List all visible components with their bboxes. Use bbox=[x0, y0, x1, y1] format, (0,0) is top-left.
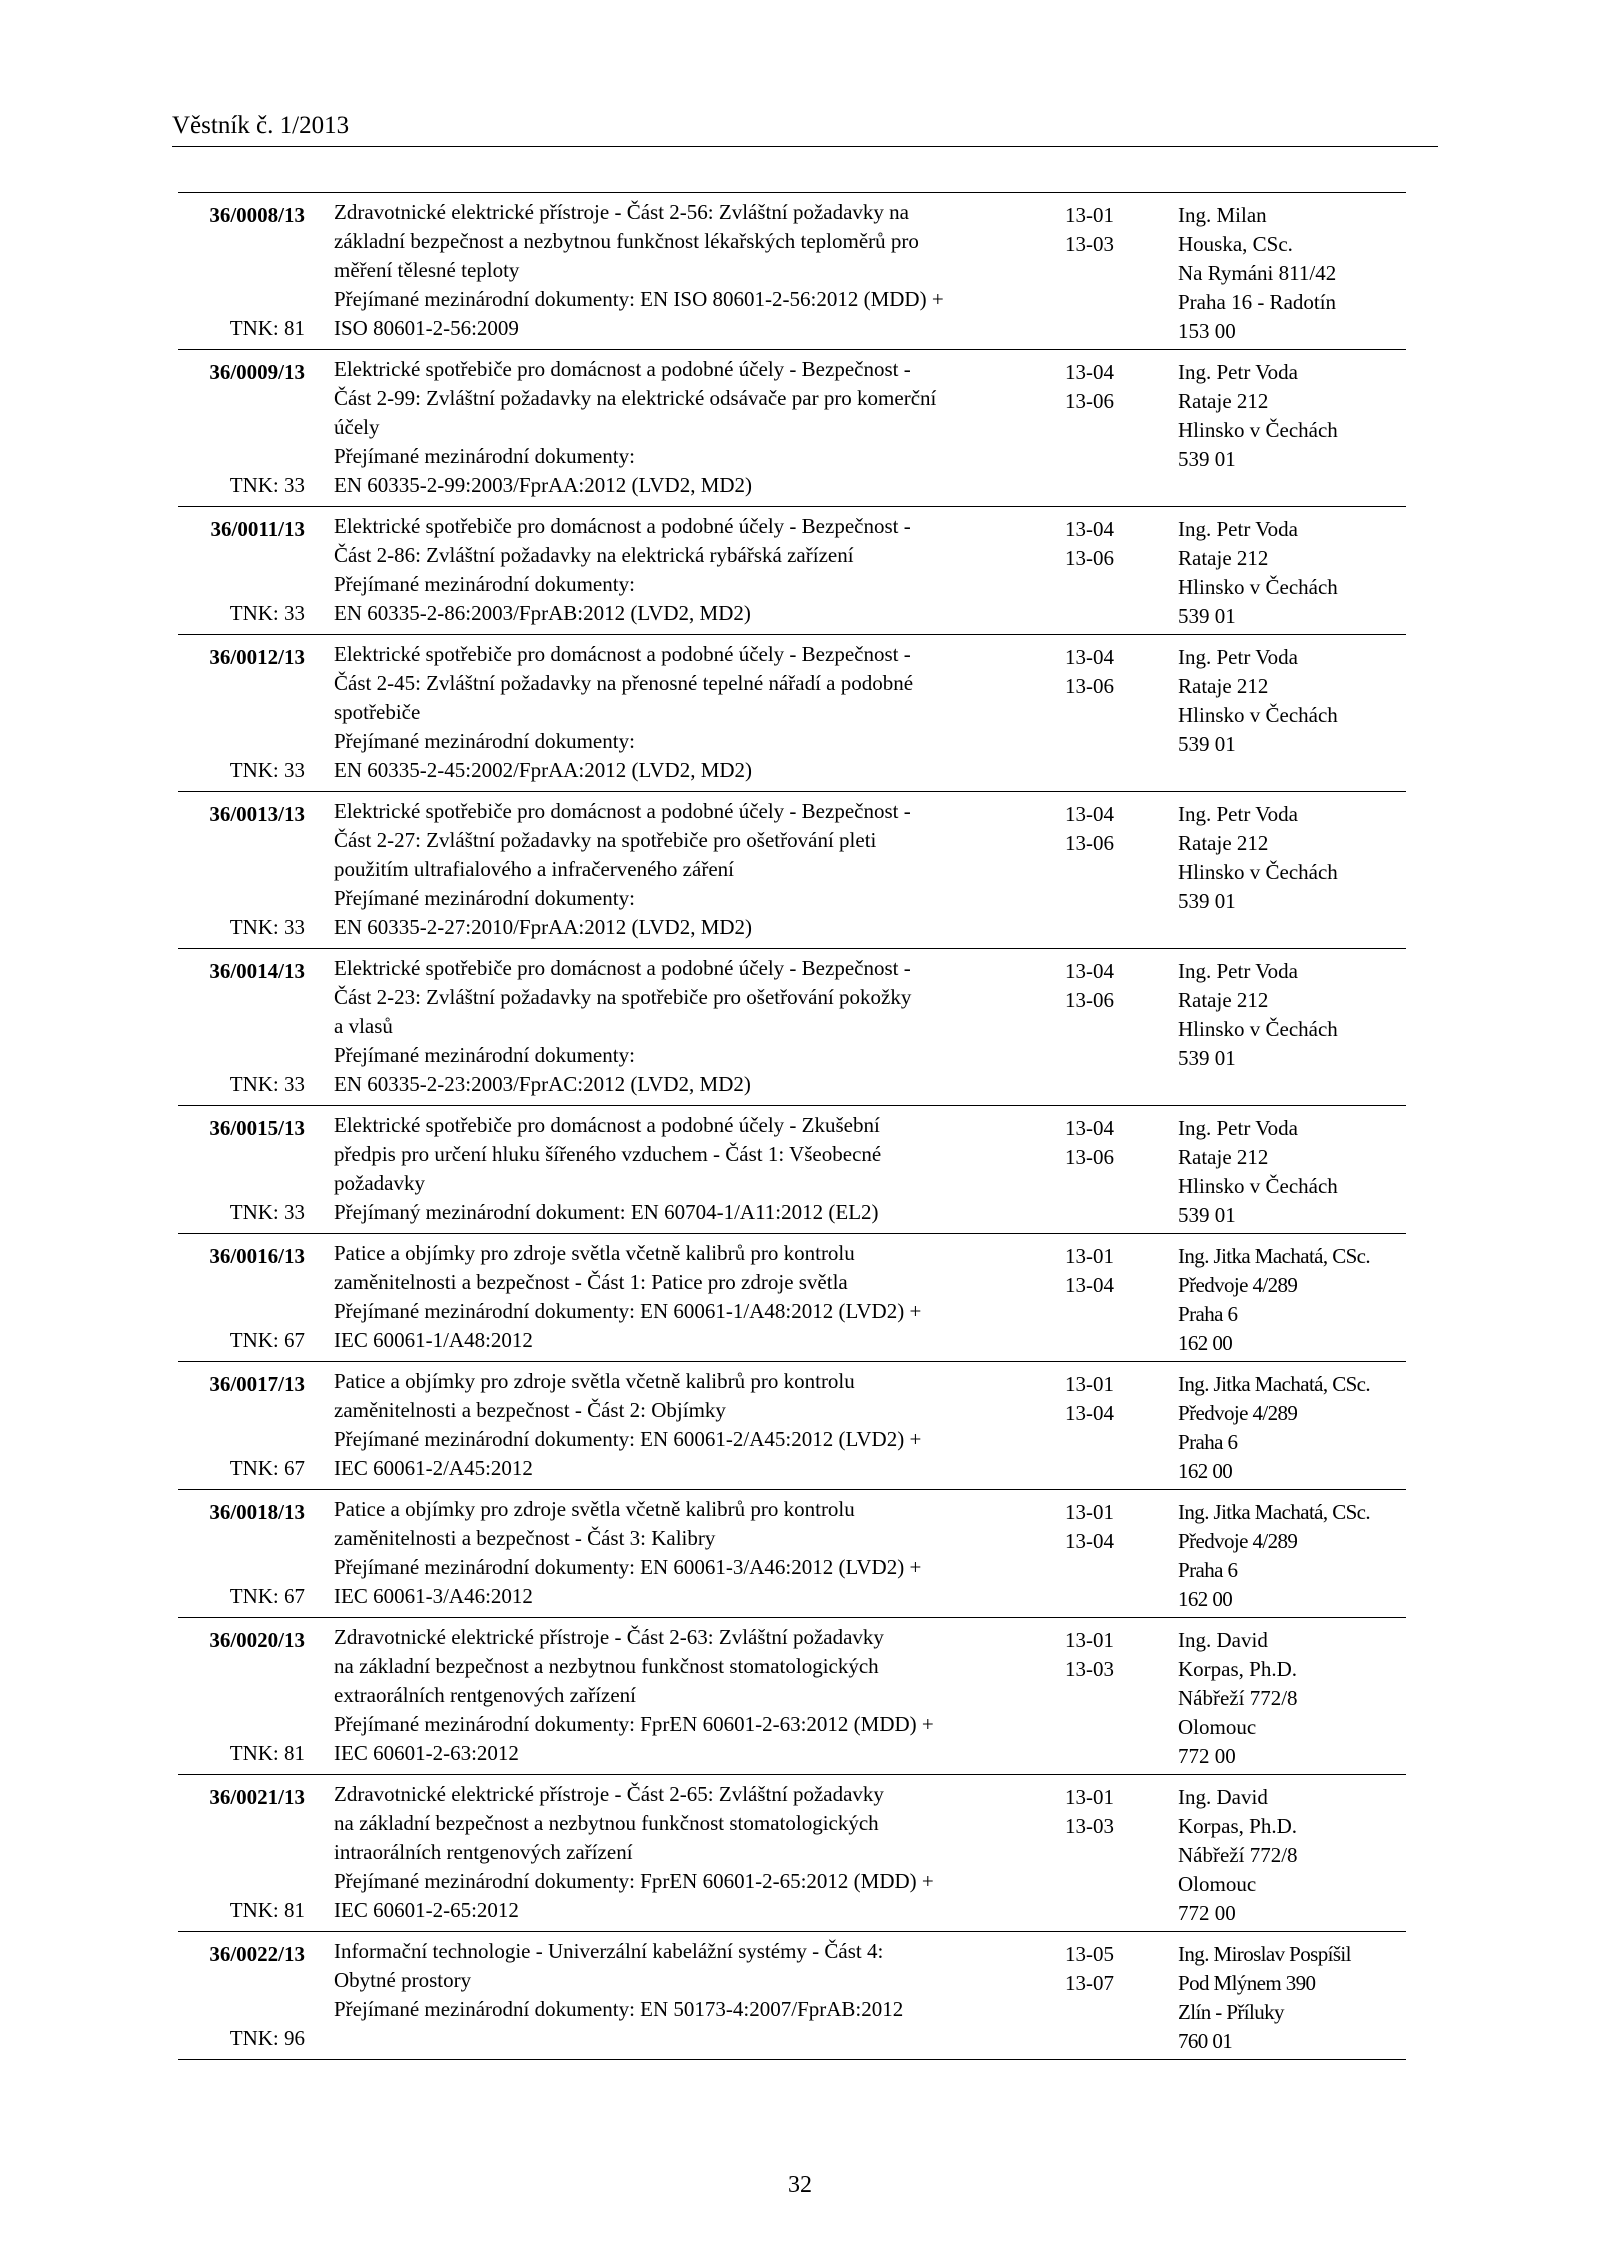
contact-line: Hlinsko v Čechách bbox=[1178, 418, 1338, 442]
contact-line: Praha 6 bbox=[1178, 1430, 1238, 1454]
contact-person bbox=[1178, 643, 1338, 759]
description-line: IEC 60061-1/A48:2012 bbox=[334, 1328, 533, 1352]
description-line: intraorálních rentgenových zařízení bbox=[334, 1840, 633, 1864]
classification-code: 13-04 bbox=[1065, 645, 1114, 669]
contact-line: Ing. Petr Voda bbox=[1178, 802, 1298, 826]
table-row bbox=[178, 507, 1406, 635]
description-line: Zdravotnické elektrické přístroje - Část 2-63: Zvláštní požadavky bbox=[334, 1625, 884, 1649]
table-row bbox=[178, 193, 1406, 350]
standard-description bbox=[334, 1780, 1034, 1925]
classification-codes bbox=[1065, 1242, 1114, 1300]
contact-line: Ing. Petr Voda bbox=[1178, 645, 1298, 669]
contact-line: Na Rymáni 811/42 bbox=[1178, 261, 1337, 285]
contact-line: Pod Mlýnem 390 bbox=[1178, 1971, 1316, 1995]
description-line: Přejímané mezinárodní dokumenty: EN 60061-2/A45:2012 (LVD2) + bbox=[334, 1427, 922, 1451]
standard-number: 36/0021/13 bbox=[209, 1785, 305, 1809]
classification-code: 13-04 bbox=[1065, 360, 1114, 384]
description-line: zaměnitelnosti a bezpečnost - Část 3: Kalibry bbox=[334, 1526, 716, 1550]
tnk-label: TNK: 81 bbox=[229, 1741, 305, 1765]
table-row bbox=[178, 1362, 1406, 1490]
tnk-label: TNK: 96 bbox=[229, 2026, 305, 2050]
contact-person bbox=[1178, 1370, 1370, 1486]
description-line: na základní bezpečnost a nezbytnou funkčnost stomatologických bbox=[334, 1811, 879, 1835]
description-line: Informační technologie - Univerzální kabelážní systémy - Část 4: bbox=[334, 1939, 884, 1963]
standards-table bbox=[178, 192, 1406, 2060]
standard-number: 36/0011/13 bbox=[210, 517, 305, 541]
contact-line: Ing. David bbox=[1178, 1785, 1268, 1809]
tnk-label: TNK: 33 bbox=[229, 1072, 305, 1096]
classification-code: 13-04 bbox=[1065, 802, 1114, 826]
page-number: 32 bbox=[788, 2172, 812, 2198]
description-line: Přejímané mezinárodní dokumenty: bbox=[334, 886, 635, 910]
classification-code: 13-06 bbox=[1065, 546, 1114, 570]
description-line: IEC 60061-3/A46:2012 bbox=[334, 1584, 533, 1608]
table-row bbox=[178, 949, 1406, 1106]
description-line: Část 2-27: Zvláštní požadavky na spotřebiče pro ošetřování pleti bbox=[334, 828, 877, 852]
description-line: Přejímané mezinárodní dokumenty: bbox=[334, 444, 635, 468]
description-line: zaměnitelnosti a bezpečnost - Část 1: Patice pro zdroje světla bbox=[334, 1270, 848, 1294]
contact-line: Hlinsko v Čechách bbox=[1178, 575, 1338, 599]
classification-codes bbox=[1065, 800, 1114, 858]
contact-line: Rataje 212 bbox=[1178, 389, 1269, 413]
description-line: Přejímané mezinárodní dokumenty: FprEN 60601-2-65:2012 (MDD) + bbox=[334, 1869, 934, 1893]
classification-code: 13-06 bbox=[1065, 988, 1114, 1012]
classification-codes bbox=[1065, 643, 1114, 701]
table-row bbox=[178, 1775, 1406, 1932]
standard-number: 36/0018/13 bbox=[209, 1500, 305, 1524]
tnk-label: TNK: 33 bbox=[229, 601, 305, 625]
contact-person bbox=[1178, 201, 1336, 346]
contact-line: Rataje 212 bbox=[1178, 546, 1269, 570]
description-line bbox=[334, 2024, 1034, 2053]
contact-person bbox=[1178, 358, 1338, 474]
contact-line: 162 00 bbox=[1178, 1459, 1233, 1483]
description-line: Část 2-86: Zvláštní požadavky na elektrická rybářská zařízení bbox=[334, 543, 854, 567]
contact-line: Předvoje 4/289 bbox=[1178, 1401, 1298, 1425]
standard-description bbox=[334, 954, 1034, 1099]
classification-codes bbox=[1065, 1626, 1114, 1684]
classification-codes bbox=[1065, 515, 1114, 573]
classification-code: 13-01 bbox=[1065, 1628, 1114, 1652]
description-line: Část 2-23: Zvláštní požadavky na spotřebiče pro ošetřování pokožky bbox=[334, 985, 912, 1009]
description-line: Elektrické spotřebiče pro domácnost a podobné účely - Bezpečnost - bbox=[334, 799, 911, 823]
classification-codes bbox=[1065, 957, 1114, 1015]
contact-person bbox=[1178, 800, 1338, 916]
tnk-label: TNK: 33 bbox=[229, 915, 305, 939]
contact-line: Nábřeží 772/8 bbox=[1178, 1843, 1298, 1867]
description-line: Přejímané mezinárodní dokumenty: FprEN 60601-2-63:2012 (MDD) + bbox=[334, 1712, 934, 1736]
standard-description bbox=[334, 1937, 1034, 2053]
contact-line: Hlinsko v Čechách bbox=[1178, 1174, 1338, 1198]
contact-line: Praha 16 - Radotín bbox=[1178, 290, 1337, 314]
description-line: EN 60335-2-27:2010/FprAA:2012 (LVD2, MD2) bbox=[334, 915, 753, 939]
classification-code: 13-06 bbox=[1065, 831, 1114, 855]
standard-number: 36/0016/13 bbox=[209, 1244, 305, 1268]
description-line: Elektrické spotřebiče pro domácnost a podobné účely - Zkušební bbox=[334, 1113, 880, 1137]
contact-line: Předvoje 4/289 bbox=[1178, 1273, 1298, 1297]
description-line: požadavky bbox=[334, 1171, 425, 1195]
tnk-label: TNK: 33 bbox=[229, 473, 305, 497]
contact-line: Zlín - Příluky bbox=[1178, 2000, 1284, 2024]
classification-code: 13-05 bbox=[1065, 1942, 1114, 1966]
contact-line: 539 01 bbox=[1178, 447, 1236, 471]
description-line: Obytné prostory bbox=[334, 1968, 472, 1992]
standard-number: 36/0015/13 bbox=[209, 1116, 305, 1140]
contact-line: Ing. Jitka Machatá, CSc. bbox=[1178, 1372, 1371, 1396]
contact-line: Rataje 212 bbox=[1178, 674, 1269, 698]
contact-line: Ing. Jitka Machatá, CSc. bbox=[1178, 1244, 1371, 1268]
description-line: Část 2-45: Zvláštní požadavky na přenosné tepelné nářadí a podobné bbox=[334, 671, 914, 695]
standard-description bbox=[334, 512, 1034, 628]
description-line: Přejímané mezinárodní dokumenty: EN 60061-1/A48:2012 (LVD2) + bbox=[334, 1299, 922, 1323]
contact-line: Hlinsko v Čechách bbox=[1178, 1017, 1338, 1041]
description-line: účely bbox=[334, 415, 380, 439]
contact-line: Korpas, Ph.D. bbox=[1178, 1814, 1297, 1838]
contact-person bbox=[1178, 1940, 1351, 2056]
description-line: EN 60335-2-23:2003/FprAC:2012 (LVD2, MD2) bbox=[334, 1072, 751, 1096]
description-line: Zdravotnické elektrické přístroje - Část 2-56: Zvláštní požadavky na bbox=[334, 200, 909, 224]
contact-line: Ing. Petr Voda bbox=[1178, 517, 1298, 541]
table-row bbox=[178, 1618, 1406, 1775]
contact-line: Ing. Petr Voda bbox=[1178, 959, 1298, 983]
contact-line: 162 00 bbox=[1178, 1587, 1233, 1611]
classification-codes bbox=[1065, 1498, 1114, 1556]
contact-line: Praha 6 bbox=[1178, 1558, 1238, 1582]
contact-line: 539 01 bbox=[1178, 889, 1236, 913]
standard-description bbox=[334, 1495, 1034, 1611]
contact-line: 162 00 bbox=[1178, 1331, 1233, 1355]
classification-code: 13-01 bbox=[1065, 1244, 1114, 1268]
description-line: IEC 60061-2/A45:2012 bbox=[334, 1456, 533, 1480]
contact-line: Olomouc bbox=[1178, 1715, 1257, 1739]
contact-line: 539 01 bbox=[1178, 1046, 1236, 1070]
contact-person bbox=[1178, 1242, 1370, 1358]
contact-person bbox=[1178, 1626, 1298, 1771]
classification-code: 13-03 bbox=[1065, 232, 1114, 256]
description-line: Elektrické spotřebiče pro domácnost a podobné účely - Bezpečnost - bbox=[334, 956, 911, 980]
description-line: Přejímané mezinárodní dokumenty: EN ISO 80601-2-56:2012 (MDD) + bbox=[334, 287, 944, 311]
description-line: ISO 80601-2-56:2009 bbox=[334, 316, 519, 340]
table-row bbox=[178, 1234, 1406, 1362]
contact-line: Rataje 212 bbox=[1178, 831, 1269, 855]
standard-description bbox=[334, 355, 1034, 500]
standard-number: 36/0008/13 bbox=[209, 203, 305, 227]
contact-line: Rataje 212 bbox=[1178, 1145, 1269, 1169]
description-line: Přejímané mezinárodní dokumenty: bbox=[334, 729, 635, 753]
tnk-label: TNK: 33 bbox=[229, 1200, 305, 1224]
header-divider bbox=[172, 146, 1438, 147]
contact-line: Ing. Petr Voda bbox=[1178, 1116, 1298, 1140]
contact-line: 760 01 bbox=[1178, 2029, 1233, 2053]
contact-person bbox=[1178, 1114, 1338, 1230]
classification-code: 13-04 bbox=[1065, 1529, 1114, 1553]
description-line: použitím ultrafialového a infračerveného záření bbox=[334, 857, 734, 881]
description-line: Patice a objímky pro zdroje světla včetně kalibrů pro kontrolu bbox=[334, 1369, 855, 1393]
classification-code: 13-06 bbox=[1065, 674, 1114, 698]
tnk-label: TNK: 81 bbox=[229, 1898, 305, 1922]
classification-code: 13-01 bbox=[1065, 203, 1114, 227]
contact-line: 772 00 bbox=[1178, 1744, 1236, 1768]
description-line: předpis pro určení hluku šířeného vzduchem - Část 1: Všeobecné bbox=[334, 1142, 882, 1166]
standard-number: 36/0013/13 bbox=[209, 802, 305, 826]
tnk-label: TNK: 67 bbox=[229, 1584, 305, 1608]
description-line: zaměnitelnosti a bezpečnost - Část 2: Objímky bbox=[334, 1398, 726, 1422]
tnk-label: TNK: 33 bbox=[229, 758, 305, 782]
description-line: Elektrické spotřebiče pro domácnost a podobné účely - Bezpečnost - bbox=[334, 357, 911, 381]
standard-number: 36/0020/13 bbox=[209, 1628, 305, 1652]
contact-line: Ing. Petr Voda bbox=[1178, 360, 1298, 384]
description-line: Elektrické spotřebiče pro domácnost a podobné účely - Bezpečnost - bbox=[334, 514, 911, 538]
tnk-label: TNK: 81 bbox=[229, 316, 305, 340]
contact-person bbox=[1178, 515, 1338, 631]
description-line: Přejímaný mezinárodní dokument: EN 60704-1/A11:2012 (EL2) bbox=[334, 1200, 879, 1224]
standard-description bbox=[334, 198, 1034, 343]
contact-line: 539 01 bbox=[1178, 732, 1236, 756]
tnk-label: TNK: 67 bbox=[229, 1328, 305, 1352]
classification-code: 13-07 bbox=[1065, 1971, 1114, 1995]
classification-codes bbox=[1065, 358, 1114, 416]
classification-code: 13-01 bbox=[1065, 1785, 1114, 1809]
description-line: Přejímané mezinárodní dokumenty: bbox=[334, 1043, 635, 1067]
classification-codes bbox=[1065, 1783, 1114, 1841]
table-row bbox=[178, 635, 1406, 792]
description-line: základní bezpečnost a nezbytnou funkčnost lékařských teploměrů pro bbox=[334, 229, 919, 253]
contact-line: Předvoje 4/289 bbox=[1178, 1529, 1298, 1553]
classification-code: 13-06 bbox=[1065, 1145, 1114, 1169]
standard-description bbox=[334, 1239, 1034, 1355]
contact-person bbox=[1178, 1498, 1370, 1614]
description-line: Zdravotnické elektrické přístroje - Část 2-65: Zvláštní požadavky bbox=[334, 1782, 884, 1806]
contact-person bbox=[1178, 957, 1338, 1073]
contact-line: Ing. Milan bbox=[1178, 203, 1267, 227]
classification-code: 13-03 bbox=[1065, 1814, 1114, 1838]
description-line: a vlasů bbox=[334, 1014, 393, 1038]
description-line: extraorálních rentgenových zařízení bbox=[334, 1683, 637, 1707]
page-header-title: Věstník č. 1/2013 bbox=[172, 112, 350, 139]
description-line: Část 2-99: Zvláštní požadavky na elektrické odsávače par pro komerční bbox=[334, 386, 937, 410]
standard-number: 36/0017/13 bbox=[209, 1372, 305, 1396]
classification-codes bbox=[1065, 201, 1114, 259]
contact-line: Ing. David bbox=[1178, 1628, 1268, 1652]
description-line: EN 60335-2-86:2003/FprAB:2012 (LVD2, MD2) bbox=[334, 601, 751, 625]
description-line: IEC 60601-2-65:2012 bbox=[334, 1898, 519, 1922]
contact-line: Nábřeží 772/8 bbox=[1178, 1686, 1298, 1710]
standard-description bbox=[334, 640, 1034, 785]
contact-person bbox=[1178, 1783, 1298, 1928]
classification-codes bbox=[1065, 1370, 1114, 1428]
description-line: Přejímané mezinárodní dokumenty: EN 50173-4:2007/FprAB:2012 bbox=[334, 1997, 904, 2021]
classification-code: 13-04 bbox=[1065, 1116, 1114, 1140]
contact-line: Praha 6 bbox=[1178, 1302, 1238, 1326]
classification-code: 13-04 bbox=[1065, 1273, 1114, 1297]
description-line: měření tělesné teploty bbox=[334, 258, 520, 282]
table-row bbox=[178, 1106, 1406, 1234]
classification-code: 13-01 bbox=[1065, 1372, 1114, 1396]
contact-line: Rataje 212 bbox=[1178, 988, 1269, 1012]
description-line: spotřebiče bbox=[334, 700, 421, 724]
tnk-label: TNK: 67 bbox=[229, 1456, 305, 1480]
description-line: EN 60335-2-45:2002/FprAA:2012 (LVD2, MD2) bbox=[334, 758, 753, 782]
standard-description bbox=[334, 1367, 1034, 1483]
contact-line: Ing. Miroslav Pospíšil bbox=[1178, 1942, 1351, 1966]
standard-number: 36/0014/13 bbox=[209, 959, 305, 983]
classification-code: 13-04 bbox=[1065, 1401, 1114, 1425]
description-line: Elektrické spotřebiče pro domácnost a podobné účely - Bezpečnost - bbox=[334, 642, 911, 666]
standard-description bbox=[334, 1111, 1034, 1227]
contact-line: Hlinsko v Čechách bbox=[1178, 860, 1338, 884]
description-line: na základní bezpečnost a nezbytnou funkčnost stomatologických bbox=[334, 1654, 879, 1678]
contact-line: Hlinsko v Čechách bbox=[1178, 703, 1338, 727]
description-line: Přejímané mezinárodní dokumenty: bbox=[334, 572, 635, 596]
table-row bbox=[178, 792, 1406, 949]
description-line: Patice a objímky pro zdroje světla včetně kalibrů pro kontrolu bbox=[334, 1241, 855, 1265]
classification-code: 13-04 bbox=[1065, 959, 1114, 983]
contact-line: 772 00 bbox=[1178, 1901, 1236, 1925]
contact-line: Ing. Jitka Machatá, CSc. bbox=[1178, 1500, 1371, 1524]
description-line: Přejímané mezinárodní dokumenty: EN 60061-3/A46:2012 (LVD2) + bbox=[334, 1555, 922, 1579]
classification-codes bbox=[1065, 1114, 1114, 1172]
table-row bbox=[178, 1932, 1406, 2060]
classification-code: 13-04 bbox=[1065, 517, 1114, 541]
description-line: EN 60335-2-99:2003/FprAA:2012 (LVD2, MD2) bbox=[334, 473, 753, 497]
classification-codes bbox=[1065, 1940, 1114, 1998]
classification-code: 13-03 bbox=[1065, 1657, 1114, 1681]
standard-description bbox=[334, 797, 1034, 942]
table-row bbox=[178, 1490, 1406, 1618]
classification-code: 13-01 bbox=[1065, 1500, 1114, 1524]
contact-line: Houska, CSc. bbox=[1178, 232, 1293, 256]
contact-line: 153 00 bbox=[1178, 319, 1236, 343]
contact-line: Olomouc bbox=[1178, 1872, 1257, 1896]
description-line: Patice a objímky pro zdroje světla včetně kalibrů pro kontrolu bbox=[334, 1497, 855, 1521]
classification-code: 13-06 bbox=[1065, 389, 1114, 413]
standard-number: 36/0012/13 bbox=[209, 645, 305, 669]
table-row bbox=[178, 350, 1406, 507]
contact-line: 539 01 bbox=[1178, 604, 1236, 628]
standard-number: 36/0022/13 bbox=[209, 1942, 305, 1966]
standard-description bbox=[334, 1623, 1034, 1768]
contact-line: Korpas, Ph.D. bbox=[1178, 1657, 1297, 1681]
standard-number: 36/0009/13 bbox=[209, 360, 305, 384]
description-line: IEC 60601-2-63:2012 bbox=[334, 1741, 519, 1765]
contact-line: 539 01 bbox=[1178, 1203, 1236, 1227]
